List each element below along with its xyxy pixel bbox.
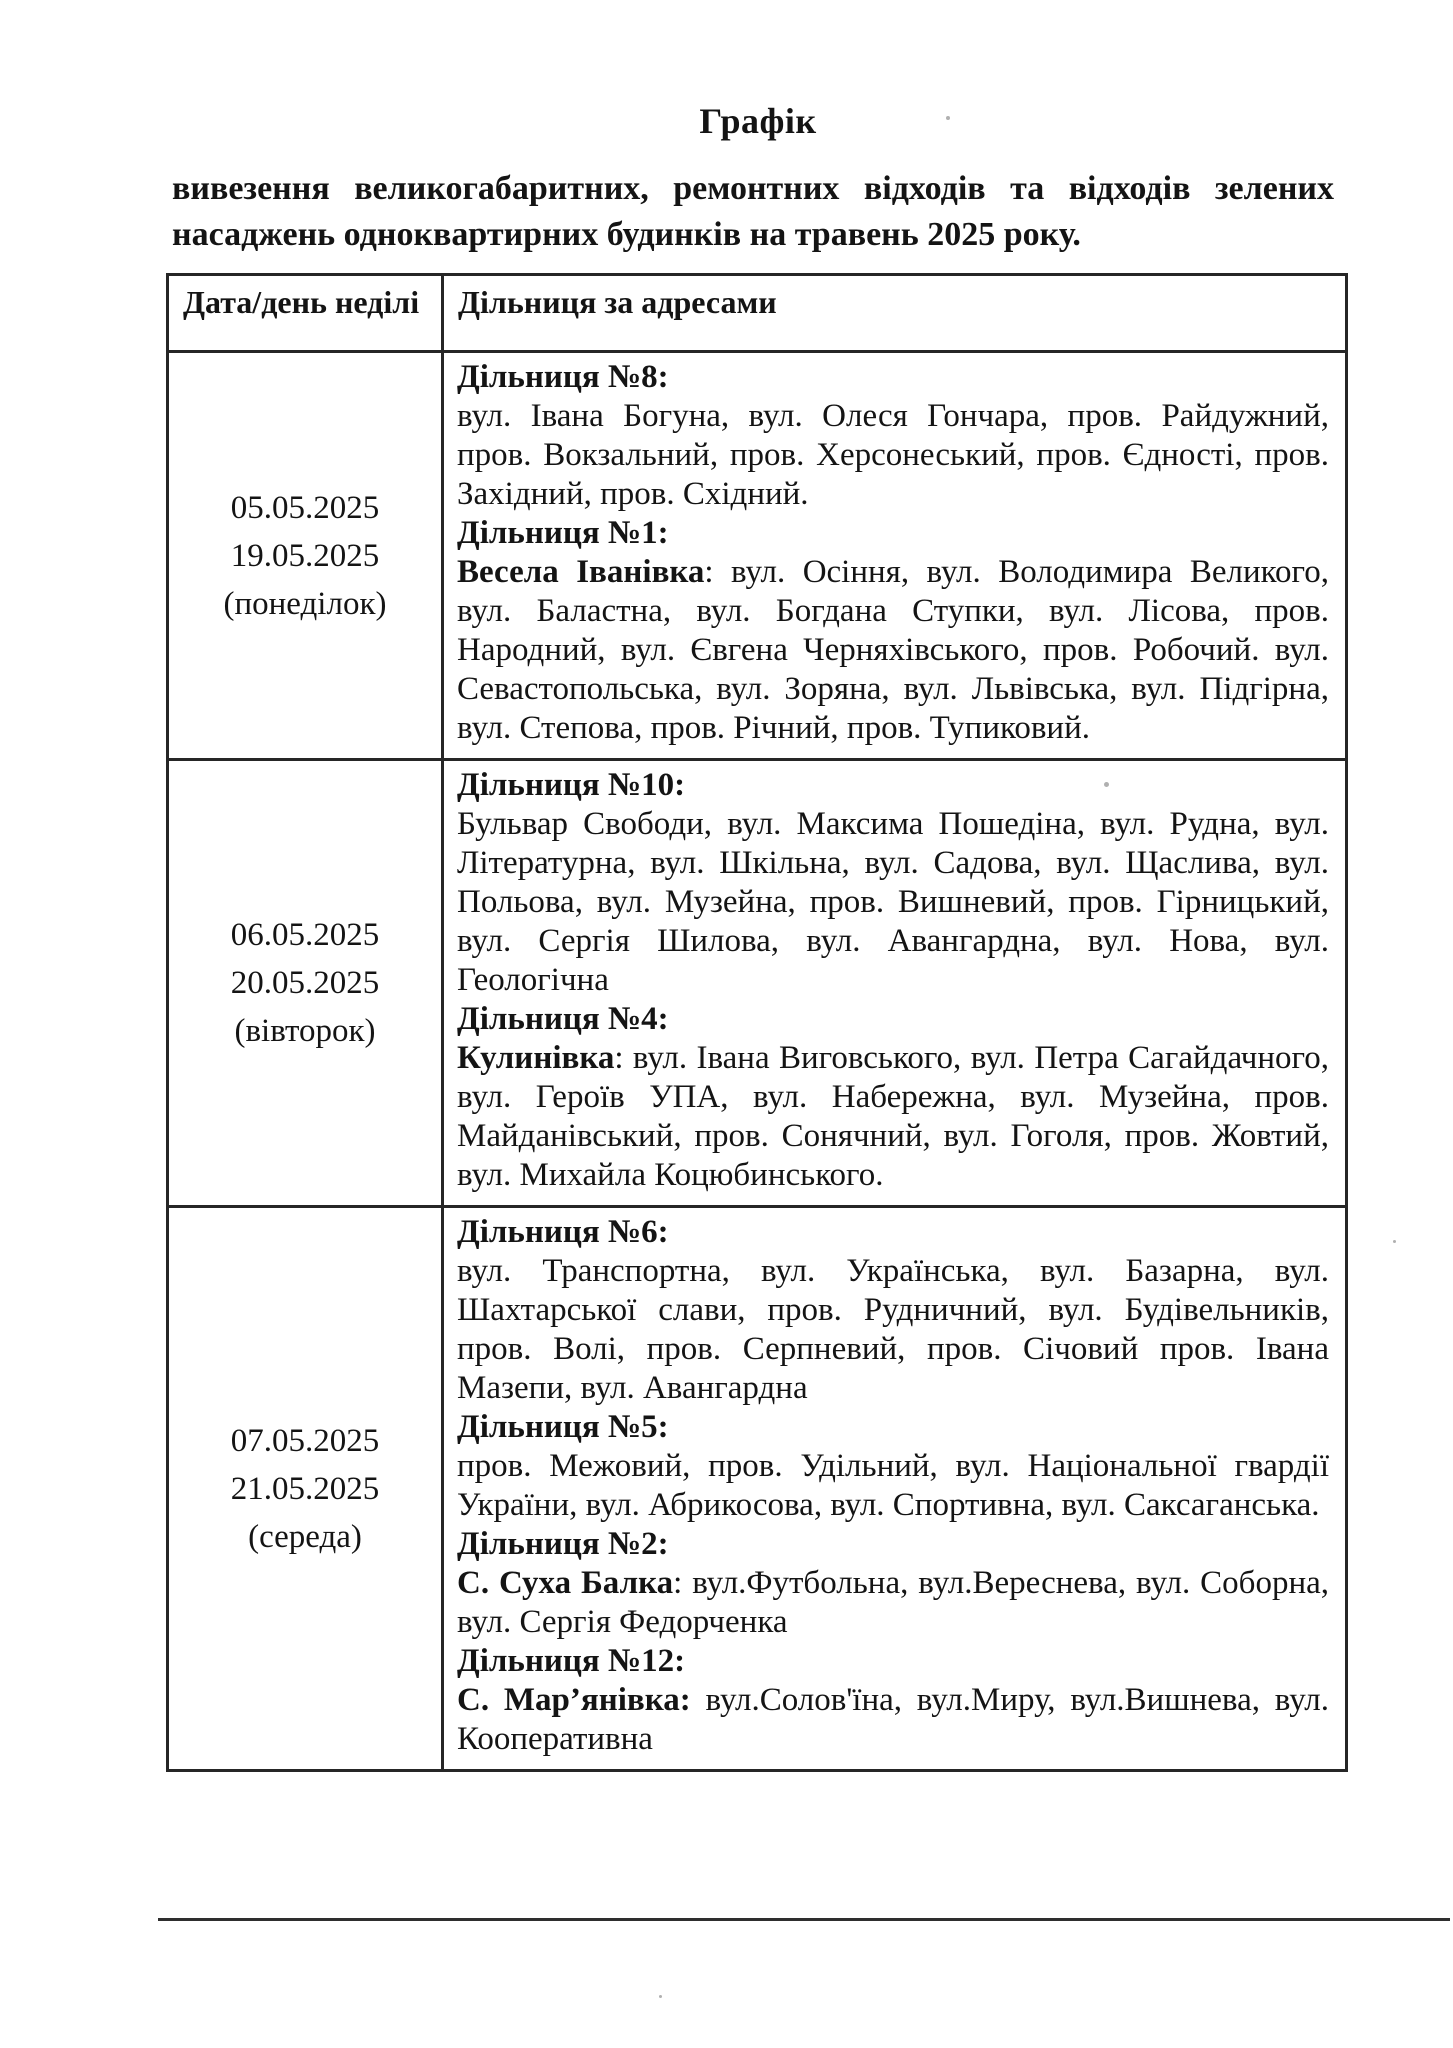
column-header-date: Дата/день неділі bbox=[168, 275, 443, 352]
district-heading: Дільниця №4: bbox=[457, 1001, 669, 1037]
date-cell bbox=[168, 760, 443, 1207]
bottom-rule-divider bbox=[158, 1918, 1450, 1921]
settlement-name: Весела Іванівка bbox=[457, 554, 705, 590]
district-addresses: пров. Межовий, пров. Удільний, вул. Національної гвардії України, вул. Абрикосова, вул. Спортивна, вул. Саксаганська. bbox=[457, 1448, 1329, 1523]
district-addresses: С. Суха Балка: вул.Футбольна, вул.Вереснева, вул. Соборна, вул. Сергія Федорченка bbox=[457, 1565, 1329, 1640]
district-heading: Дільниця №8: bbox=[457, 359, 669, 395]
date-line: 07.05.2025 bbox=[230, 1422, 380, 1459]
district-addresses: вул. Транспортна, вул. Українська, вул. Базарна, вул. Шахтарської слави, пров. Рудничний, вул. Будівельників, пров. Волі, пров. Серпневий, пров. Січовий пров. Івана Мазепи, вул. Авангардна bbox=[457, 1253, 1329, 1406]
district-addresses: Бульвар Свободи, вул. Максима Пошедіна, вул. Рудна, вул. Літературна, вул. Шкільна, вул. Садова, вул. Щаслива, вул. Польова, вул. Музейна, пров. Вишневий, пров. Гірницький, вул. Сергія Шилова, вул. Авангардна, вул. Нова, вул. Геологічна bbox=[457, 806, 1329, 998]
date-line: (середа) bbox=[248, 1518, 362, 1555]
district-heading: Дільниця №10: bbox=[457, 767, 686, 803]
date-line: 20.05.2025 bbox=[230, 965, 380, 1001]
date-cell bbox=[168, 1207, 443, 1771]
table-row bbox=[168, 352, 1347, 760]
settlement-name: С. Суха Балка bbox=[457, 1565, 674, 1601]
date-line: 05.05.2025 bbox=[230, 489, 380, 526]
district-cell bbox=[443, 1207, 1347, 1771]
district-addresses: вул. Івана Богуна, вул. Олеся Гончара, пров. Райдужний, пров. Вокзальний, пров. Херсонеський, пров. Єдності, пров. Західний, пров. Східний. bbox=[457, 398, 1329, 512]
date-line: 19.05.2025 bbox=[230, 537, 380, 574]
date-line: 21.05.2025 bbox=[230, 1470, 380, 1507]
district-heading: Дільниця №5: bbox=[457, 1409, 669, 1445]
settlement-name: С. Мар’янівка: bbox=[457, 1682, 691, 1718]
district-heading: Дільниця №12: bbox=[457, 1643, 686, 1679]
scan-speck bbox=[946, 116, 950, 120]
settlement-name: Кулинівка bbox=[457, 1040, 615, 1076]
date-line: (понеділок) bbox=[223, 585, 387, 622]
district-cell bbox=[443, 352, 1347, 760]
table-row bbox=[168, 760, 1347, 1207]
schedule-body bbox=[168, 352, 1347, 1771]
date-cell bbox=[168, 352, 443, 760]
scan-speck bbox=[1393, 1240, 1396, 1243]
district-heading: Дільниця №2: bbox=[457, 1526, 669, 1562]
district-addresses: С. Мар’янівка: вул.Солов'їна, вул.Миру, вул.Вишнева, вул. Кооперативна bbox=[457, 1682, 1329, 1757]
district-heading: Дільниця №6: bbox=[457, 1214, 669, 1250]
subtitle-line: вивезення великогабаритних, ремонтних відходів та відходів зелених bbox=[172, 170, 1334, 207]
district-cell bbox=[443, 760, 1347, 1207]
document-subtitle bbox=[172, 166, 1334, 258]
schedule-table bbox=[166, 273, 1348, 1772]
date-line: 06.05.2025 bbox=[230, 917, 380, 953]
scan-speck bbox=[1104, 782, 1109, 787]
district-addresses: Весела Іванівка: вул. Осіння, вул. Володимира Великого, вул. Баластна, вул. Богдана Ступки, вул. Лісова, пров. Народний, вул. Євгена Черняхівського, пров. Робочий. вул. Севастопольська, вул. Зоряна, вул. Львівська, вул. Підгірна, вул. Степова, пров. Річний, пров. Тупиковий. bbox=[457, 554, 1329, 746]
table-row bbox=[168, 1207, 1347, 1771]
column-header-district: Дільниця за адресами bbox=[443, 275, 1347, 352]
table-header-row bbox=[168, 275, 1347, 352]
district-heading: Дільниця №1: bbox=[457, 515, 669, 551]
subtitle-line: насаджень одноквартирних будинків на травень 2025 року. bbox=[172, 216, 1081, 253]
document-title: Графік bbox=[699, 101, 817, 141]
scan-speck bbox=[659, 1995, 662, 1998]
district-addresses: Кулинівка: вул. Івана Виговського, вул. Петра Сагайдачного, вул. Героїв УПА, вул. Набережна, вул. Музейна, пров. Майданівський, пров. Сонячний, вул. Гоголя, пров. Жовтий, вул. Михайла Коцюбинського. bbox=[457, 1040, 1329, 1193]
date-line: (вівторок) bbox=[234, 1013, 376, 1049]
